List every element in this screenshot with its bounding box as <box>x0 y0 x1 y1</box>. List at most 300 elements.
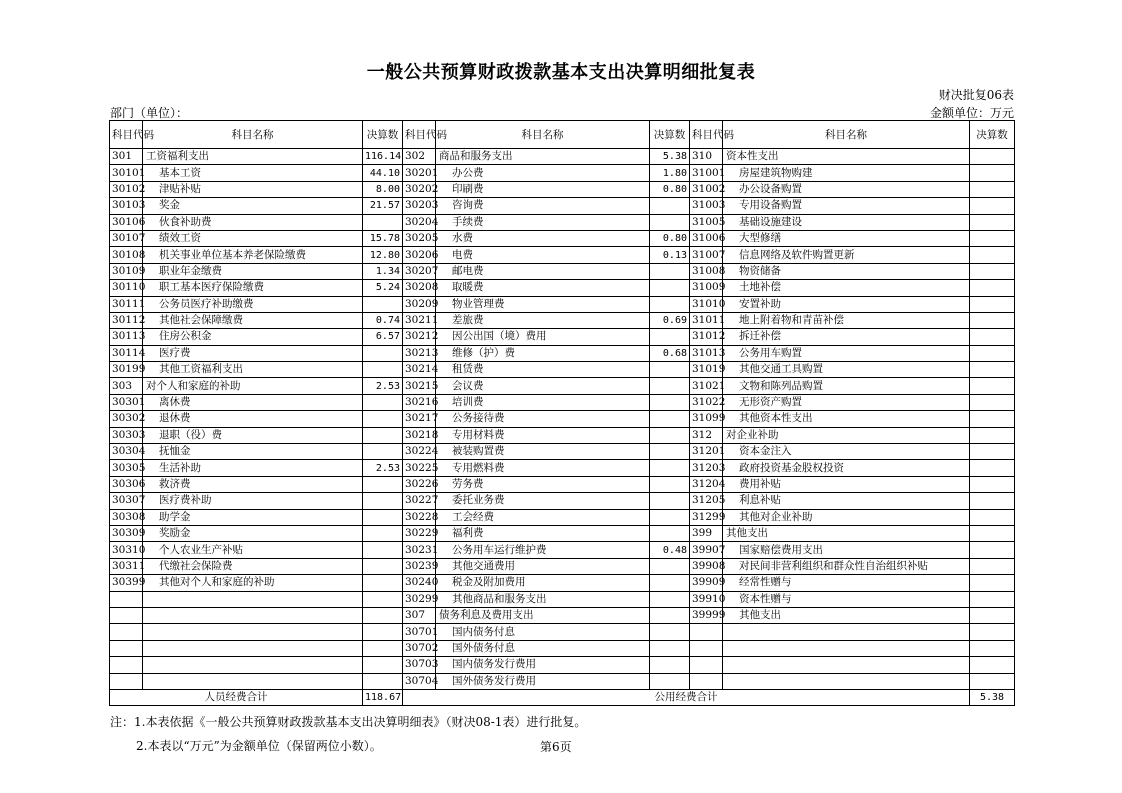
cell-code <box>110 591 143 607</box>
table-row <box>110 607 1015 623</box>
cell-name: 维修（护）费 <box>436 345 650 361</box>
cell-code: 31022 <box>690 394 723 410</box>
cell-name: 职业年金缴费 <box>143 263 363 279</box>
cell-amount: 8.00 <box>363 181 403 197</box>
cell-name: 住房公积金 <box>143 329 363 345</box>
table-row <box>110 378 1015 394</box>
table-row <box>110 165 1015 181</box>
cell-amount <box>970 312 1015 328</box>
cell-amount <box>363 575 403 591</box>
cell-amount <box>970 542 1015 558</box>
cell-amount: 2.53 <box>363 460 403 476</box>
cell-name: 差旅费 <box>436 312 650 328</box>
cell-code: 30224 <box>403 444 436 460</box>
totals-row <box>110 689 1015 705</box>
cell-amount <box>363 427 403 443</box>
cell-name <box>143 640 363 656</box>
cell-code: 30226 <box>403 476 436 492</box>
cell-name: 退职（役）费 <box>143 427 363 443</box>
cell-name: 因公出国（境）费用 <box>436 329 650 345</box>
cell-code: 30101 <box>110 165 143 181</box>
cell-amount <box>650 362 690 378</box>
table-row <box>110 296 1015 312</box>
cell-amount: 0.74 <box>363 312 403 328</box>
cell-code: 302 <box>403 149 436 165</box>
table-row <box>110 181 1015 197</box>
cell-name: 其他支出 <box>723 525 970 541</box>
cell-code: 30110 <box>110 280 143 296</box>
cell-name: 医疗费 <box>143 345 363 361</box>
cell-amount <box>363 444 403 460</box>
table-row <box>110 230 1015 246</box>
table-row <box>110 525 1015 541</box>
note-1: 注：1.本表依据《一般公共预算财政拨款基本支出决算明细表》（财决08-1表）进行批复。 <box>110 715 587 729</box>
cell-amount <box>970 165 1015 181</box>
cell-code: 39909 <box>690 575 723 591</box>
cell-code: 303 <box>110 378 143 394</box>
cell-amount <box>650 575 690 591</box>
cell-code: 30217 <box>403 411 436 427</box>
cell-code: 30107 <box>110 230 143 246</box>
cell-code: 30208 <box>403 280 436 296</box>
cell-code: 30305 <box>110 460 143 476</box>
table-row <box>110 345 1015 361</box>
expenditure-table <box>109 120 1015 706</box>
cell-name: 其他商品和服务支出 <box>436 591 650 607</box>
cell-amount <box>650 198 690 214</box>
cell-code: 30701 <box>403 624 436 640</box>
cell-amount <box>363 411 403 427</box>
cell-code: 30106 <box>110 214 143 230</box>
cell-amount <box>970 329 1015 345</box>
table-row <box>110 263 1015 279</box>
cell-amount <box>970 214 1015 230</box>
cell-code <box>690 624 723 640</box>
cell-name: 离休费 <box>143 394 363 410</box>
cell-name <box>143 657 363 673</box>
cell-amount: 0.80 <box>650 230 690 246</box>
cell-code <box>110 673 143 689</box>
cell-name: 国内债务付息 <box>436 624 650 640</box>
cell-name <box>723 640 970 656</box>
cell-amount: 21.57 <box>363 198 403 214</box>
cell-amount <box>970 427 1015 443</box>
cell-name: 房屋建筑物购建 <box>723 165 970 181</box>
cell-code: 30215 <box>403 378 436 394</box>
cell-code: 30207 <box>403 263 436 279</box>
table-row <box>110 657 1015 673</box>
cell-name: 手续费 <box>436 214 650 230</box>
cell-name: 电费 <box>436 247 650 263</box>
cell-code: 31003 <box>690 198 723 214</box>
cell-code: 31204 <box>690 476 723 492</box>
cell-name: 利息补贴 <box>723 493 970 509</box>
cell-amount <box>363 394 403 410</box>
cell-code: 31019 <box>690 362 723 378</box>
cell-name <box>143 624 363 640</box>
cell-code: 31002 <box>690 181 723 197</box>
cell-name: 地上附着物和青苗补偿 <box>723 312 970 328</box>
cell-amount <box>970 640 1015 656</box>
cell-amount <box>970 591 1015 607</box>
table-row <box>110 624 1015 640</box>
cell-amount <box>650 493 690 509</box>
cell-amount <box>363 657 403 673</box>
table-row <box>110 149 1015 165</box>
cell-name <box>143 591 363 607</box>
table-row <box>110 411 1015 427</box>
cell-code: 30225 <box>403 460 436 476</box>
cell-amount <box>363 591 403 607</box>
cell-amount <box>970 673 1015 689</box>
cell-name: 津贴补贴 <box>143 181 363 197</box>
cell-code: 31203 <box>690 460 723 476</box>
cell-amount <box>363 542 403 558</box>
cell-amount <box>970 444 1015 460</box>
cell-amount <box>970 296 1015 312</box>
cell-name: 基本工资 <box>143 165 363 181</box>
cell-name: 会议费 <box>436 378 650 394</box>
cell-amount <box>970 198 1015 214</box>
cell-code <box>690 640 723 656</box>
public-total-label: 公用经费合计 <box>403 689 970 705</box>
cell-name: 绩效工资 <box>143 230 363 246</box>
cell-name: 代缴社会保险费 <box>143 558 363 574</box>
cell-amount <box>650 280 690 296</box>
table-row <box>110 427 1015 443</box>
cell-amount <box>650 296 690 312</box>
cell-amount: 15.78 <box>363 230 403 246</box>
cell-name: 对企业补助 <box>723 427 970 443</box>
cell-name: 其他对企业补助 <box>723 509 970 525</box>
cell-code: 31099 <box>690 411 723 427</box>
cell-code <box>690 657 723 673</box>
table-row <box>110 640 1015 656</box>
header-name-3: 科目名称 <box>723 121 970 149</box>
cell-amount <box>650 558 690 574</box>
cell-name: 公务员医疗补助缴费 <box>143 296 363 312</box>
department-label: 部门（单位）： <box>110 106 189 120</box>
table-row <box>110 542 1015 558</box>
cell-code: 30103 <box>110 198 143 214</box>
cell-code: 31021 <box>690 378 723 394</box>
cell-name: 培训费 <box>436 394 650 410</box>
cell-code: 30218 <box>403 427 436 443</box>
cell-amount <box>970 362 1015 378</box>
cell-code: 39907 <box>690 542 723 558</box>
cell-code: 312 <box>690 427 723 443</box>
cell-code: 31013 <box>690 345 723 361</box>
header-code-3: 科目代码 <box>690 121 723 149</box>
cell-amount <box>363 476 403 492</box>
cell-amount: 0.68 <box>650 345 690 361</box>
cell-name: 职工基本医疗保险缴费 <box>143 280 363 296</box>
cell-code: 310 <box>690 149 723 165</box>
cell-amount <box>363 345 403 361</box>
cell-name: 其他交通工具购置 <box>723 362 970 378</box>
cell-code: 30309 <box>110 525 143 541</box>
cell-amount: 44.10 <box>363 165 403 181</box>
cell-amount <box>970 280 1015 296</box>
cell-name: 资本性赠与 <box>723 591 970 607</box>
cell-name: 债务利息及费用支出 <box>436 607 650 623</box>
header-name-2: 科目名称 <box>436 121 650 149</box>
cell-amount <box>650 411 690 427</box>
cell-name: 公务用车运行维护费 <box>436 542 650 558</box>
cell-code: 31012 <box>690 329 723 345</box>
cell-name: 其他社会保障缴费 <box>143 312 363 328</box>
cell-name: 其他交通费用 <box>436 558 650 574</box>
cell-name <box>143 607 363 623</box>
cell-code: 30108 <box>110 247 143 263</box>
cell-name: 委托业务费 <box>436 493 650 509</box>
cell-name: 劳务费 <box>436 476 650 492</box>
page-title: 一般公共预算财政拨款基本支出决算明细批复表 <box>366 62 756 83</box>
cell-code: 30702 <box>403 640 436 656</box>
cell-amount <box>363 214 403 230</box>
cell-amount <box>650 214 690 230</box>
cell-name: 税金及附加费用 <box>436 575 650 591</box>
cell-code: 31007 <box>690 247 723 263</box>
table-row <box>110 444 1015 460</box>
header-amount-1: 决算数 <box>363 121 403 149</box>
cell-name: 国家赔偿费用支出 <box>723 542 970 558</box>
cell-name: 经常性赠与 <box>723 575 970 591</box>
cell-name: 资本金注入 <box>723 444 970 460</box>
cell-amount <box>970 345 1015 361</box>
table-row <box>110 214 1015 230</box>
header-amount-2: 决算数 <box>650 121 690 149</box>
cell-name: 奖金 <box>143 198 363 214</box>
cell-name: 办公设备购置 <box>723 181 970 197</box>
cell-amount <box>970 247 1015 263</box>
cell-code: 30310 <box>110 542 143 558</box>
cell-name: 公务用车购置 <box>723 345 970 361</box>
cell-amount <box>650 476 690 492</box>
cell-code <box>110 624 143 640</box>
cell-name: 对民间非营利组织和群众性自治组织补贴 <box>723 558 970 574</box>
cell-code: 31299 <box>690 509 723 525</box>
cell-name: 对个人和家庭的补助 <box>143 378 363 394</box>
cell-code <box>110 640 143 656</box>
cell-name: 工会经费 <box>436 509 650 525</box>
cell-name: 资本性支出 <box>723 149 970 165</box>
header-code-1: 科目代码 <box>110 121 143 149</box>
cell-name: 租赁费 <box>436 362 650 378</box>
cell-code: 30229 <box>403 525 436 541</box>
cell-amount: 5.24 <box>363 280 403 296</box>
cell-name: 咨询费 <box>436 198 650 214</box>
cell-name: 物业管理费 <box>436 296 650 312</box>
cell-name: 机关事业单位基本养老保险缴费 <box>143 247 363 263</box>
table-row <box>110 312 1015 328</box>
cell-name: 个人农业生产补贴 <box>143 542 363 558</box>
cell-name: 其他支出 <box>723 607 970 623</box>
cell-amount <box>970 525 1015 541</box>
cell-code: 30205 <box>403 230 436 246</box>
cell-code: 30231 <box>403 542 436 558</box>
cell-code <box>110 657 143 673</box>
cell-name <box>143 673 363 689</box>
cell-amount <box>363 296 403 312</box>
cell-name: 邮电费 <box>436 263 650 279</box>
cell-code: 31201 <box>690 444 723 460</box>
cell-amount <box>650 657 690 673</box>
cell-amount <box>650 460 690 476</box>
cell-code: 30301 <box>110 394 143 410</box>
cell-code: 31008 <box>690 263 723 279</box>
cell-name: 专用设备购置 <box>723 198 970 214</box>
cell-code: 30202 <box>403 181 436 197</box>
cell-code: 30109 <box>110 263 143 279</box>
cell-name <box>723 624 970 640</box>
cell-code: 30203 <box>403 198 436 214</box>
header-amount-3: 决算数 <box>970 121 1015 149</box>
cell-amount <box>650 378 690 394</box>
table-row <box>110 575 1015 591</box>
cell-code: 30112 <box>110 312 143 328</box>
cell-code: 30228 <box>403 509 436 525</box>
cell-amount <box>970 607 1015 623</box>
cell-code: 30209 <box>403 296 436 312</box>
cell-amount <box>363 558 403 574</box>
cell-name: 文物和陈列品购置 <box>723 378 970 394</box>
cell-amount <box>363 673 403 689</box>
public-total-value: 5.38 <box>970 689 1015 705</box>
cell-code: 39999 <box>690 607 723 623</box>
cell-name: 专用材料费 <box>436 427 650 443</box>
cell-name: 商品和服务支出 <box>436 149 650 165</box>
cell-code: 30212 <box>403 329 436 345</box>
cell-code: 30211 <box>403 312 436 328</box>
cell-amount: 0.69 <box>650 312 690 328</box>
cell-name: 奖励金 <box>143 525 363 541</box>
cell-amount <box>970 575 1015 591</box>
cell-code: 31006 <box>690 230 723 246</box>
cell-code: 30227 <box>403 493 436 509</box>
cell-code: 30308 <box>110 509 143 525</box>
cell-name: 物资储备 <box>723 263 970 279</box>
cell-code: 30199 <box>110 362 143 378</box>
cell-code: 30240 <box>403 575 436 591</box>
cell-name: 工资福利支出 <box>143 149 363 165</box>
cell-amount: 1.80 <box>650 165 690 181</box>
header-name-1: 科目名称 <box>143 121 363 149</box>
cell-name: 政府投资基金股权投资 <box>723 460 970 476</box>
cell-name: 办公费 <box>436 165 650 181</box>
cell-code: 30399 <box>110 575 143 591</box>
cell-amount <box>970 230 1015 246</box>
cell-name: 印刷费 <box>436 181 650 197</box>
cell-name: 安置补助 <box>723 296 970 312</box>
cell-code: 30213 <box>403 345 436 361</box>
cell-amount <box>650 525 690 541</box>
cell-name: 抚恤金 <box>143 444 363 460</box>
table-row <box>110 247 1015 263</box>
cell-name: 土地补偿 <box>723 280 970 296</box>
table-row <box>110 329 1015 345</box>
cell-code: 30303 <box>110 427 143 443</box>
cell-name: 退休费 <box>143 411 363 427</box>
cell-code: 31001 <box>690 165 723 181</box>
cell-code: 301 <box>110 149 143 165</box>
cell-name: 助学金 <box>143 509 363 525</box>
cell-amount <box>650 607 690 623</box>
cell-amount <box>970 624 1015 640</box>
cell-amount <box>970 460 1015 476</box>
cell-name: 信息网络及软件购置更新 <box>723 247 970 263</box>
cell-name: 其他工资福利支出 <box>143 362 363 378</box>
table-row <box>110 198 1015 214</box>
cell-amount: 1.34 <box>363 263 403 279</box>
cell-code: 30111 <box>110 296 143 312</box>
cell-name: 其他资本性支出 <box>723 411 970 427</box>
header-code-2: 科目代码 <box>403 121 436 149</box>
cell-code: 31205 <box>690 493 723 509</box>
cell-name: 福利费 <box>436 525 650 541</box>
cell-code: 399 <box>690 525 723 541</box>
table-row <box>110 460 1015 476</box>
personnel-total-value: 118.67 <box>363 689 403 705</box>
cell-amount <box>970 263 1015 279</box>
cell-name: 医疗费补助 <box>143 493 363 509</box>
cell-code: 30306 <box>110 476 143 492</box>
table-header-row <box>110 121 1015 149</box>
cell-amount: 12.80 <box>363 247 403 263</box>
cell-code: 30302 <box>110 411 143 427</box>
cell-amount <box>650 394 690 410</box>
cell-code: 30102 <box>110 181 143 197</box>
table-row <box>110 558 1015 574</box>
page-number: 第6页 <box>540 740 572 754</box>
cell-amount: 0.13 <box>650 247 690 263</box>
cell-code: 30113 <box>110 329 143 345</box>
cell-amount <box>970 181 1015 197</box>
cell-name: 大型修缮 <box>723 230 970 246</box>
cell-name: 取暖费 <box>436 280 650 296</box>
cell-amount: 2.53 <box>363 378 403 394</box>
cell-code: 30114 <box>110 345 143 361</box>
cell-code: 30703 <box>403 657 436 673</box>
cell-amount <box>363 362 403 378</box>
cell-amount <box>650 509 690 525</box>
cell-name: 水费 <box>436 230 650 246</box>
cell-code: 31010 <box>690 296 723 312</box>
cell-amount <box>650 263 690 279</box>
cell-amount <box>363 525 403 541</box>
cell-amount <box>650 329 690 345</box>
cell-code: 30704 <box>403 673 436 689</box>
table-row <box>110 493 1015 509</box>
cell-code: 31005 <box>690 214 723 230</box>
cell-code: 39910 <box>690 591 723 607</box>
cell-code: 30206 <box>403 247 436 263</box>
cell-name: 费用补贴 <box>723 476 970 492</box>
cell-amount: 0.48 <box>650 542 690 558</box>
cell-amount <box>650 444 690 460</box>
cell-name: 其他对个人和家庭的补助 <box>143 575 363 591</box>
cell-name: 基础设施建设 <box>723 214 970 230</box>
cell-code: 31011 <box>690 312 723 328</box>
cell-name <box>723 673 970 689</box>
note-2: 2.本表以“万元”为金额单位（保留两位小数）。 <box>136 739 382 753</box>
cell-code <box>690 673 723 689</box>
cell-amount <box>970 476 1015 492</box>
table-row <box>110 509 1015 525</box>
cell-amount <box>650 624 690 640</box>
cell-code: 30214 <box>403 362 436 378</box>
cell-amount <box>650 427 690 443</box>
